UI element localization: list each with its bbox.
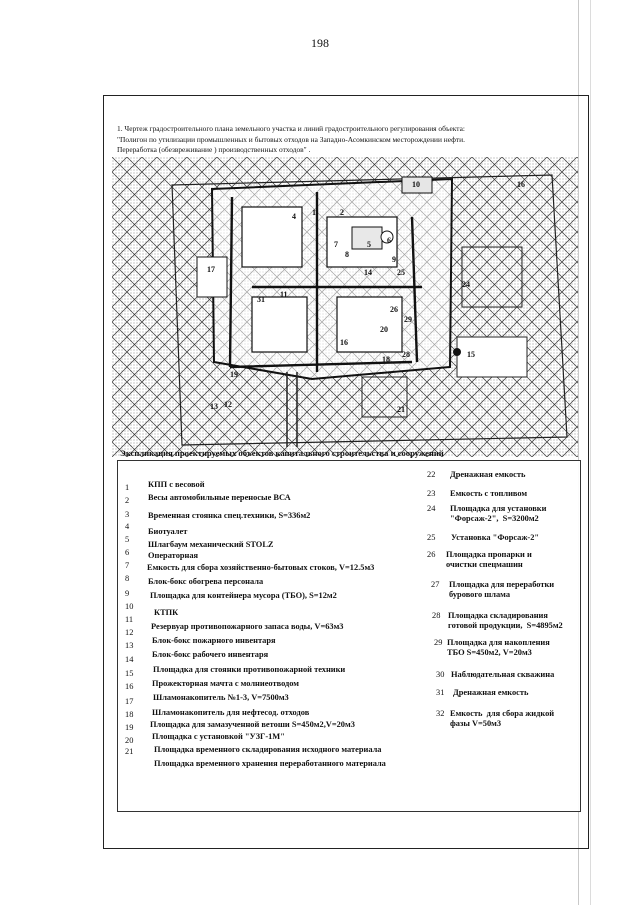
legend-item-label: Площадка для накопления ТБО S=450м2, V=20м3 bbox=[447, 638, 550, 657]
legend-item-number: 28 bbox=[432, 611, 441, 620]
legend-item-label: Площадка для переработки бурового шлама bbox=[449, 580, 555, 599]
heading-line: "Полигон по утилизации промышленных и бытовых отходов на Западно-Асомкинском месторождении нефти. bbox=[117, 134, 465, 144]
plan-label: 16 bbox=[517, 180, 525, 189]
legend-item-label: Установка "Форсаж-2" bbox=[451, 533, 540, 542]
legend-item-label: Биотуалет bbox=[148, 527, 188, 536]
plan-label: 24 bbox=[462, 280, 470, 289]
legend-item-number: 6 bbox=[125, 548, 130, 557]
legend-item-label: Площадка временного хранения переработанного материала bbox=[154, 759, 386, 768]
legend-item-label: Блок-бокс рабочего инвентаря bbox=[152, 650, 269, 659]
plan-label: 17 bbox=[207, 265, 215, 274]
legend-item-label: Площадка пропарки и очистки спецмашин bbox=[446, 550, 532, 569]
legend-item-number: 13 bbox=[125, 641, 134, 650]
plan-label: 5 bbox=[367, 240, 371, 249]
legend-item-label: Шламонакопитель для нефтесод. отходов bbox=[152, 708, 310, 717]
legend-item-number: 15 bbox=[125, 669, 134, 678]
legend-item-number: 3 bbox=[125, 510, 130, 519]
legend-item-number: 24 bbox=[427, 504, 436, 513]
legend-item-number: 26 bbox=[427, 550, 436, 559]
legend-item-label: Резервуар противопожарного запаса воды, V=63м3 bbox=[151, 622, 344, 631]
legend-item-number: 18 bbox=[125, 710, 134, 719]
legend-item-number: 17 bbox=[125, 697, 134, 706]
legend-item-number: 2 bbox=[125, 496, 130, 505]
legend-item-label: КПП с весовой bbox=[148, 480, 205, 489]
legend-item-number: 8 bbox=[125, 574, 130, 583]
plan-label: 12 bbox=[224, 400, 232, 409]
legend-item-label: Блок-бокс пожарного инвентаря bbox=[152, 636, 276, 645]
legend-item-label: Площадка складирования готовой продукции, S=4895м2 bbox=[448, 611, 563, 630]
plan-label: 16 bbox=[340, 338, 348, 347]
legend-item-label: Площадка для замазученной ветоши S=450м2,V=20м3 bbox=[150, 720, 355, 729]
heading-line: 1. Чертеж градостроительного плана земельного участка и линий градостроительного регулирования объекта: bbox=[117, 124, 465, 133]
legend-item-number: 16 bbox=[125, 682, 134, 691]
plan-label: 26 bbox=[390, 305, 398, 314]
plan-label: 8 bbox=[345, 250, 349, 259]
scan-edge-line bbox=[590, 0, 591, 905]
legend-item-number: 25 bbox=[427, 533, 436, 542]
legend-item-number: 1 bbox=[125, 483, 130, 492]
legend-item-number: 29 bbox=[434, 638, 443, 647]
plan-label: 18 bbox=[382, 355, 390, 364]
legend-item-label: Весы автомобильные переносые ВСА bbox=[148, 493, 291, 502]
plan-label: 21 bbox=[397, 405, 405, 414]
legend-item-number: 10 bbox=[125, 602, 134, 611]
plan-label: 7 bbox=[334, 240, 338, 249]
legend-item-number: 4 bbox=[125, 522, 130, 531]
legend-item-label: Временная стоянка спец.техники, S=336м2 bbox=[148, 511, 311, 520]
legend-item-number: 14 bbox=[125, 655, 134, 664]
legend-item-label: Шлагбаум механический STOLZ bbox=[148, 540, 274, 549]
legend-item-number: 32 bbox=[436, 709, 445, 718]
legend-item-number: 27 bbox=[431, 580, 440, 589]
legend-item-label: Емкость с топливом bbox=[450, 489, 528, 498]
legend-item-label: Площадка с установкой "УЗГ-1М" bbox=[152, 732, 285, 741]
legend-item-number: 11 bbox=[125, 615, 134, 624]
legend-title: Экспликация проектируемых объектов капитального строительства и сооружений bbox=[120, 448, 444, 458]
legend-item-number: 31 bbox=[436, 688, 445, 697]
plan-label: 28 bbox=[402, 350, 410, 359]
plan-label: 19 bbox=[230, 370, 238, 379]
legend-item-number: 30 bbox=[436, 670, 445, 679]
legend-item-label: Операторная bbox=[148, 551, 199, 560]
plan-label: 13 bbox=[210, 402, 218, 411]
legend-item-label: Площадка для контейнера мусора (ТБО), S=12м2 bbox=[150, 591, 337, 600]
legend-item-number: 22 bbox=[427, 470, 436, 479]
plan-label: 11 bbox=[280, 290, 288, 299]
document-heading bbox=[117, 124, 579, 156]
legend-item-label: Емкость для сбора хозяйственно-бытовых стоков, V=12.5м3 bbox=[147, 563, 375, 572]
plan-label: 29 bbox=[404, 315, 412, 324]
legend-item-label: Дренажная емкость bbox=[453, 688, 529, 697]
plan-structure bbox=[252, 297, 307, 352]
legend-item-label: КТПК bbox=[154, 608, 179, 617]
plan-label: 9 bbox=[392, 255, 396, 264]
legend-item-number: 23 bbox=[427, 489, 436, 498]
legend-item-label: Площадка для установки "Форсаж-2", S=3200м2 bbox=[450, 504, 547, 523]
legend-item-number: 5 bbox=[125, 535, 130, 544]
plan-label: 31 bbox=[257, 295, 265, 304]
legend-item-label: Наблюдательная скважина bbox=[451, 670, 555, 679]
legend-item-number: 21 bbox=[125, 747, 134, 756]
plan-label: 20 bbox=[380, 325, 388, 334]
site-plan-drawing bbox=[112, 157, 578, 457]
legend-item-label: Площадка для стоянки противопожарной техники bbox=[153, 665, 346, 674]
legend-item-label: Блок-бокс обогрева персонала bbox=[148, 577, 264, 586]
legend-item-number: 19 bbox=[125, 723, 134, 732]
plan-label: 4 bbox=[292, 212, 296, 221]
legend-item-label: Площадка временного складирования исходного материала bbox=[154, 745, 382, 754]
legend-item-number: 9 bbox=[125, 589, 130, 598]
heading-line: Переработка (обезвреживание ) производственных отходов" . bbox=[117, 145, 311, 154]
plan-structure bbox=[453, 348, 461, 356]
plan-label: 2 bbox=[340, 208, 344, 217]
legend-item-label: Шламонакопитель №1-3, V=7500м3 bbox=[153, 693, 289, 702]
legend-item-number: 20 bbox=[125, 736, 134, 745]
plan-structure bbox=[197, 257, 227, 297]
plan-label: 14 bbox=[364, 268, 372, 277]
legend-item-label: Емкость для сбора жидкой фазы V=50м3 bbox=[450, 709, 555, 728]
plan-label: 15 bbox=[467, 350, 475, 359]
plan-label: 6 bbox=[387, 236, 391, 245]
legend-item-label: Дренажная емкость bbox=[450, 470, 526, 479]
legend-item-label: Прожекторная мачта с молниеотводом bbox=[152, 679, 299, 688]
plan-label: 1 bbox=[312, 208, 316, 217]
plan-label: 25 bbox=[397, 268, 405, 277]
legend-item-number: 12 bbox=[125, 628, 134, 637]
page-number: 198 bbox=[311, 36, 329, 50]
legend-item-number: 7 bbox=[125, 561, 130, 570]
plan-label: 10 bbox=[412, 180, 420, 189]
